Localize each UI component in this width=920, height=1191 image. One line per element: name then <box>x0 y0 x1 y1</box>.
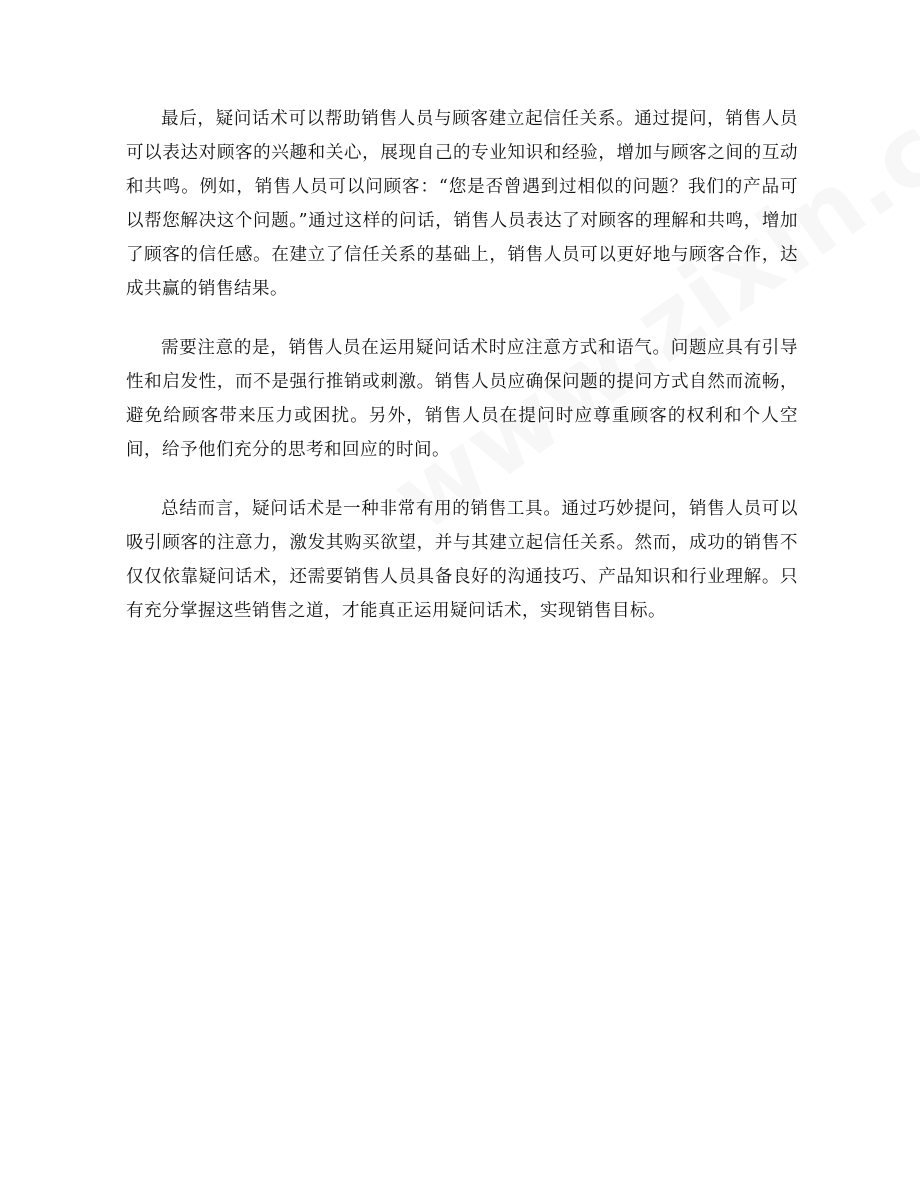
paragraph-summary: 总结而言，疑问话术是一种非常有用的销售工具。通过巧妙提问，销售人员可以吸引顾客的注意力，激发其购买欲望，并与其建立起信任关系。然而，成功的销售不仅仅依靠疑问话术，还需要销售人员具备良好的沟通技巧、产品知识和行业理解。只有充分掌握这些销售之道，才能真正运用疑问话术，实现销售目标。 <box>126 499 798 621</box>
paragraph-notes: 需要注意的是，销售人员在运用疑问话术时应注意方式和语气。问题应具有引导性和启发性，而不是强行推销或刺激。销售人员应确保问题的提问方式自然而流畅，避免给顾客带来压力或困扰。另外，销售人员在提问时应尊重顾客的权利和个人空间，给予他们充分的思考和回应的时间。 <box>126 338 798 460</box>
paragraph-trust: 最后，疑问话术可以帮助销售人员与顾客建立起信任关系。通过提问，销售人员可以表达对顾客的兴趣和关心，展现自己的专业知识和经验，增加与顾客之间的互动和共鸣。例如，销售人员可以问顾客：“您是否曾遇到过相似的问题？我们的产品可以帮您解决这个问题。”通过这样的问话，销售人员表达了对顾客的理解和共鸣，增加了顾客的信任感。在建立了信任关系的基础上，销售人员可以更好地与顾客合作，达成共赢的销售结果。 <box>126 109 798 299</box>
document-body <box>126 102 798 653</box>
